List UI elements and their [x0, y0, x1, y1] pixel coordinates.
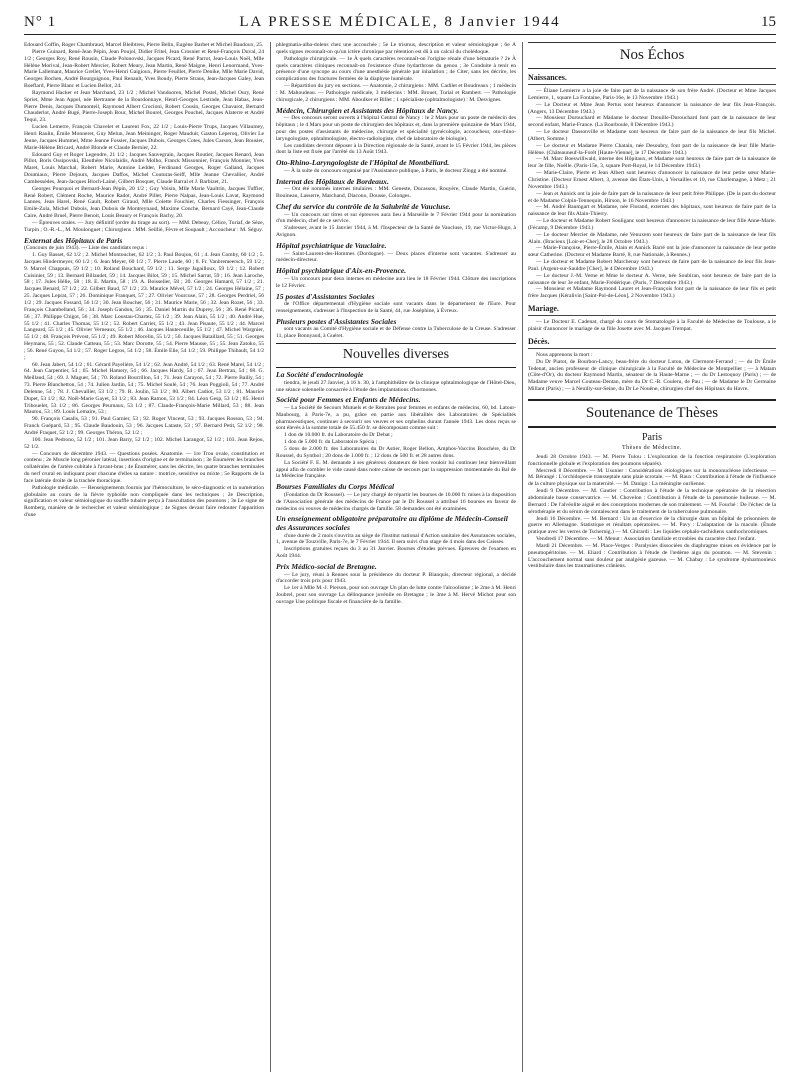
- paragraph: Lucien Lemerre, François Chavelet et Laurent Fox, 22 1/2 ; Louis-Pierre Trups, Jacques Villaumey, Henri Raulin, Émile Monneret, Guy Melun, Jean Meininger, Roger Mauduit, Gaston Leperoq, Olivier Le Jeune, Jacques Hummel, Mme Jeanne Fossier, Jacques Dubois, Georges Cotes, Jules Carson, Jean Bousier, Marie-Hélène Bricard, André Blonde et Claude Bernier, 22.: [24, 124, 264, 151]
- paragraph: (Fondation du Dr Roussel). — Le jury chargé de répartir les bourses de 10.000 fr. mises à la disposition de l'Association générale des médecins de France par le Dr Roussel a attribué 16 bourses en faveur de médecins ou veuves de médecins chargés de famille. 58 demandes ont été examinées.: [276, 491, 516, 512]
- announcement: — Le docteur et Madame Robert Marchenay sont heureux de faire part de la naissance de leur fils Jean-Paul. (Argent-sur-Sauldre [Cher], le 4 Décembre 1943.): [528, 259, 776, 272]
- section-heading: Médecin, Chirurgien et Assistants des Hôpitaux de Nancy.: [276, 105, 459, 115]
- thesis-entry: Jeudi 9 Décembre. — M. Gautier : Contribution à l'étude de la technique opératoire de la résection abdominale basse conservatrice. — M. Chovelon : Contribution à l'étude de la pneumonie huileuse. — M. Bernard : De l'alvéolite aiguë et des conceptions modernes de son traitement. — M. Fouché : De l'échec de la sérothérapie et du sérum de contalescent dans le traitement de la tuberculose pulmonaire.: [528, 488, 776, 515]
- thesis-entry: Jeudi 16 Décembre. — M. Bernard : Un an d'exercice de la chirurgie dans un hôpital de prisonniers de guerre en Allemagne. Statistique et résultats opératoires. — M. Pavy : L'adaptation de la macule. (Étude pratique avec les verres de Tschernig.) — M. Ghirardi : Les liquides céphalo-rachidiens xanthochromiques.: [528, 515, 776, 536]
- announcement: — Le docteur Dassonville et Madame sont heureux de faire part de la naissance de leur fils Michel. (Albert, Somme.): [528, 129, 776, 142]
- announcement: Nous apprenons la mort :: [536, 351, 593, 358]
- subsection-heading: Mariage.: [528, 304, 559, 314]
- page-number: 15: [761, 14, 776, 30]
- subsection-heading: Thèses de Médecine.: [622, 444, 682, 451]
- section-heading: Internat des Hôpitaux de Bordeaux.: [276, 176, 389, 186]
- paragraph: — Épreuves orales. — Jury définitif (ordre du tirage au sort). — MM. Debeay, Célice, Turiaf, de Sèze, Turpin ; O.-R.-L., M. Moulonguet ; Chirurgiens : MM. Seillié, Fèvre et Soupault ; Accoucheur : M. Séguy.: [24, 219, 264, 233]
- announcement: — M. André Baumgart et Madame, née Florand, externes des hôpitaux, sont heureux de faire part de la naissance de leur fils Alain-Thierry.: [528, 204, 776, 218]
- announcement: — Jean et Annick ont la joie de faire part de la naissance de leur petit frère Philippe. (De la part du docteur et de Madame Colpin-Tennequin, Hirson, le 16 Novembre 1943.): [528, 190, 776, 204]
- paragraph: Pathologie médicale. — Renseignements fournis par l'hémoculture, le séro-diagnostic et la numération globulaire au cours de la fièvre typhoïde non compliquée dans les techniques ; 2e Description, signification et valeur sémiologique du souffle tubaire perçu à l'auscultation des poumons ; 3e Le signe de Romberg, manière de le rechercher et valeur sémiologique ; 4e Signes devant faire redouter l'apparition d'une: [24, 484, 264, 519]
- city-heading: Paris: [642, 431, 662, 443]
- section-heading: Oto-Rhino-Laryngologiste de l'Hôpital de Montbéliard.: [276, 158, 450, 168]
- list-item: 1 don de 5.000 fr. du Laboratoire Spécia ;: [284, 439, 378, 446]
- paragraph: Pathologie chirurgicale. — 1e À quels caractères reconnaît-on l'origine rénale d'une hématurie ? 2e À quels caractères cliniques reconnaît-on l'existence d'une hydarthrose du genou ; 3e Conduite à tenir en présence d'une syncope au cours d'une anesthésie générale par inhalation ; 4e Citer, sans les décrire, les complications des fractures fermées de la diaphyse humérale.: [276, 55, 516, 83]
- subsection-heading: Naissances.: [528, 73, 567, 82]
- theses-header: [528, 399, 776, 428]
- thesis-entry: Vendredi 17 Décembre. — M. Menut : Association familiale et troubles du caractère chez l'enfant.: [536, 536, 756, 543]
- subsection-heading: Décès.: [528, 336, 550, 346]
- paragraph: 60. Jean Jabert, 54 1/2 ; 61. Gérard Payelière, 54 1/2 ; 62. Jean André, 54 1/2 ; 63. René Marel, 54 1/2 ; 64. Jean Carpentier, 54 ; 65. Michel Hamery, 54 ; 66. Jacques Hardy, 54 ; 67. Jean Bertran, 54 ; 68. G. Meillaud, 54 ; 69. J. Maguer, 54 ; 70. Roland Bourrillon, 54 ; 71. Jean Carayon, 54 ; 72. Pierre Bailly, 54 ; 73. Pierre Blanchetton, 54 ; 74. Julien Jardin, 54 ; 75. Michel Soulé, 54 ; 76. Jean Poggioli, 54 ; 77. André Delenne, 54 ; 78. J. Chevallier, 53 1/2 ; 79. R. Joulin, 53 1/2 ; 80. Albert Cadiot, 53 1/2 ; 81. Maurice Dupet, 53 1/2 ; 82. Noël-Marie Gayet, 53 1/2 ; 83. Jean Ramon, 53 1/2 ; 84. Léon Gesp, 53 1/2 ; 85. Henri Tribouelet, 53 1/2 ; 86. Georges Peurnaux, 53 1/2 ; 87. Claude-François-Marie Millard, 53 ; 88. Jean Mautou, 53 ; 89. Louis Lemaire, 53 ;: [24, 361, 264, 416]
- paragraph: 100. Jean Pedrono, 52 1/2 ; 101. Jean Barry, 52 1/2 ; 102. Michel Larangot, 52 1/2 ; 103. Jean Rejou, 52 1/2.: [24, 436, 264, 450]
- announcement: — Le Docteur E. Cadenat, chargé du cours de Stomatologie à la Faculté de Médecine de Toulouse, a le plaisir d'annoncer le mariage de sa fille Josette avec M. Jacques Trempat.: [528, 319, 776, 332]
- paragraph: — Ont été nommés internes titulaires : MM. Geneste, Ducassou, Rouyère, Claude Martin, Guérin, Bouineau, Lasserre, Marchand, Diacono, Dousse, Colonges.: [276, 186, 516, 200]
- paragraph: S'adresser, avant le 15 Janvier 1944, à M. l'Inspecteur de la Santé de Vaucluse, 19, rue Victor-Hugo, à Avignon.: [276, 225, 516, 239]
- section-heading: Société pour Femmes et Enfants de Médecins.: [276, 395, 421, 405]
- echos-header: [528, 42, 776, 69]
- section-title-theses: Soutenance de Thèses: [585, 404, 719, 421]
- paragraph: (Concours de juin 1943). — Liste des candidats reçus :: [24, 245, 148, 252]
- divider: [528, 348, 776, 349]
- column-divider: [522, 42, 523, 1072]
- column-1: [24, 42, 264, 1072]
- paragraph: de l'Office départemental d'Hygiène sociale sont vacants dans le département de l'Eure. Pour renseignements, s'adresser à l'Inspection de la Santé, 44, rue Joséphine, à Évreux.: [276, 301, 516, 314]
- section-heading: La Société d'endocrinologie: [276, 370, 364, 380]
- announcement: — Le Docteur et Mme Jean Pertus sont heureux d'annoncer la naissance de leur fils Jean-François. (Angers, 13 Décembre 1943.): [528, 101, 776, 115]
- divider: [528, 84, 776, 85]
- section-rule: [276, 343, 516, 344]
- paragraph: — Un concours pour deux internes en médecine aura lieu le 18 Février 1944. Clôture des inscriptions le 12 Février.: [276, 275, 516, 289]
- paragraph: — À la suite du concours organisé par l'Assistance publique, à Paris, le docteur Zingg a été nommé.: [284, 167, 508, 174]
- paragraph: — La Société de Secours Mutuels et de Retraites pour femmes et enfants de médecins, 60, bd. Latour-Maubourg, à Paris-7e, a pu, grâce en partie aux libéralités des Laboratoires de Spécialités pharmaceutiques, continuer à secourir ses veuves et ses orphelins durant l'année 1943. Les dons reçus se sont élevés à la somme totale de 55.450 fr. se décomposant comme suit :: [276, 404, 516, 432]
- announcement: — Marie-Claire, Pierre et Jean Albert sont heureux d'annoncer la naissance de leur petite sœur Marie-Christine. (Docteur Ernest Albert, 3, avenue des États-Unis, à Versailles et 10, rue Charlemagne, à Metz ; 21 Novembre 1943.): [528, 170, 776, 190]
- announcement: — M. Marc Boeswillwald, interne des Hôpitaux, et Madame sont heureux de faire part de la naissance de leur 3e fille, Noëlle. (Paris-15e, 3, square Port-Royal, le 14 Décembre 1943.): [528, 156, 776, 170]
- thesis-entry: Mercredi 8 Décembre. — M. Usunier : Considérations étiologiques sur la mononucléose infectieuse. — M. Bérangé : L'orchidopexie transseptale sans plaie scrotale. — M. Raux : Contribution à l'étude de l'influence de la culture physique sur la maternité. — M. Danigo : La méningite ourlienne.: [528, 467, 776, 488]
- section-title-nouvelles: Nouvelles diverses: [342, 347, 450, 363]
- paragraph: Edouard Guy et Roger Legendre, 21 1/2 ; Jacques Sauvegrain, Jacques Routier, Jacques Renard, Jean Pillot, Boris Ossipovski, Eleuthère Nicolaidis, André Molho, Franck Missonnier, François Monnier, Yves Maret, Louis Marchal, Robert Marie, Antoine Ledder, Ferdinand Georges, Roger Galland, Jacques Doumiaux, Pierre Dejours, Jacques Daffos, Michel Couturas-Seiff, Mlle Jeanne Chevallier, André Cambessèdes, Jean-Jacques Bloch-Lainé, Gilbert Bosquet, Claude Barral et J. Barbizet, 21.: [24, 151, 264, 185]
- list-item: 1 don de 10.000 fr. du Laboratoire du Dr Debat ;: [284, 432, 393, 439]
- paragraph: — Concours de décembre 1943. — Questions posées. Anatomie. — 1re Trou ovale, constitution et contenu ; 2e Muscle long péronier latéral, insertions d'origine et de terminaison ; 3e Énumérer les branches collatérales de l'artère cubitale à l'avant-bras ; 4e Énumérer, sans les décrire, les quatre branches terminales du nerf crural en indiquant pour chacune d'elles sa nature : motrice, sensitive ou mixte ; 5e Rapports de la face latérale droite de la trachée thoracique.: [24, 450, 264, 484]
- paragraph: Le 1er à Mlle M.-J. Pierson, pour son ouvrage Un plan de lutte contre l'alcoolisme ; le 2me à M. Henri Joubrel, pour son ouvrage La délinquance juvénile en Bretagne ; le 3me à M. Hervé Michot pour son ouvrage Une politique fiscale et financière de la famille.: [276, 585, 516, 605]
- header-rule: [24, 34, 776, 35]
- paragraph: — Le jury, réuni à Rennes sous la présidence du docteur P. Bianquis, directeur régional, a décidé d'accorder trois prix pour 1943.: [276, 571, 516, 585]
- section-heading: Hôpital psychiatrique d'Aix-en-Provence.: [276, 266, 407, 276]
- section-heading: Externat des Hôpitaux de Paris: [24, 235, 123, 245]
- announcement: — Éliane Lemierre a la joie de faire part de la naissance de son frère André. (Docteur et Mme Jacques Lemierre, 1, square La Fontaine, Paris-16e, le 13 Novembre 1943.): [528, 88, 776, 101]
- announcement: — Monsieur et Madame Raymond Lauret et Jean-François font part de la naissance de leur fils et petit frère Jacques (Kéralivin [Saint-Pol-de-Léon], 2 Novembre 1943.): [528, 286, 776, 300]
- announcement: — Monsieur Durouchard et Madame le docteur Dreuille-Durouchard font part de la naissance de leur second enfant, Marie-France. (La Bourboule, 8 Décembre 1943.): [528, 115, 776, 129]
- thesis-entry: Jeudi 28 Octobre 1943. — M. Pierre Tulou : L'exploration de la fonction respiratoire (L'exploration fonctionnelle globale et l'exploration des poumons séparés).: [528, 453, 776, 467]
- section-heading: Un enseignement obligatoire préparatoire au diplôme de Médecin-Conseil des Assurances sociales: [276, 514, 508, 532]
- paragraph: Georges Pourquoi et Bernard-Jean Pépin, 20 1/2 ; Guy Voisin, Mlle Marie Vaultrin, Jacques Tuffier, René Robert, Clément Roche, Maurice Radot, André Pillet, Pierre Nalpas, Jean-Louis Lavat, Raymond Lannes, Jean Harel, René Gault, Robert Giraud, Mlle Colette Fouchier, Charles Fiessinger, François Emile-Zola, Michel Dubois, Jean Dubois de Montreynaud, Maxime Conche, Bernard Cayé, Jean-Claude Caire, André Bruel, Pierre Benoit, Louis Beaury et François Bachy, 20.: [24, 185, 264, 220]
- paragraph: Raymond Hacker et Jean Marchand, 23 1/2 ; Michel Vandooren, Michel Postel, Michel Oury, René Spriet, Mme Jean Appel, née Bertranne de la Bourdonnaye, Henri-Georges Lestrade, Jean Habas, Jean-Pierre Denis, Jacques Dumonteil, Raymond Albert Crocioni, Robert Cousin, Georges Chavarot, Bernard Chauderlot, André Bugé, Pierre-Joseph Bour, Michel Bourel, Georges Pouchel, Jacques Alaterre et André Tequi, 23.: [24, 89, 264, 124]
- paragraph: tiendra, le jeudi 27 Janvier, à 16 h. 30, à l'amphithéâtre de la clinique ophtalmologique de l'Hôtel-Dieu, une séance solennelle consacrée à l'étude des implantations d'hormones.: [276, 379, 516, 393]
- paragraph: Edouard Coffin, Roger Chambraud, Marcel Bleibtreu, Pierre Belin, Eugène Barbet et Michel Baudoux, 25.: [24, 42, 264, 48]
- paragraph: phlegmatia-alba-dolens chez une accouchée ; 5e Le trismus, description et valeur sémiologique ; 6e À quels signes reconnaît-on qu'un ictère chronique par rétention est dû à un calcul du cholédoque.: [276, 42, 516, 55]
- paragraph: — Répartition du jury en sections. — Anatomie, 2 chirurgiens : MM. Cadilet et Boudreaux ; 1 médecin : M. Mahoudeau. — Pathologie médicale, 3 médecins : MM. Brouet, Turial et Rambert. — Pathologie chirurgicale, 2 chirurgiens : MM. Aboulker et Billet ; 1 spécialiste (ophtalmologiste) : M. Desvignes.: [276, 83, 516, 103]
- paragraph: — Un concours sur titres et sur épreuves aura lieu à Marseille le 7 Février 1944 pour la nomination d'un médecin, chef de ce service.: [276, 211, 516, 225]
- section-heading: Prix Médico-social de Bretagne.: [276, 561, 377, 571]
- section-title-echos: Nos Échos: [619, 47, 685, 63]
- journal-title: LA PRESSE MÉDICALE, 8 Janvier 1944: [239, 14, 561, 30]
- announcement: — Le docteur et Madame Robert Souliganc sont heureux d'annoncer la naissance de leur fille Anne-Marie. (Fécamp, 9 Décembre 1943.): [528, 218, 776, 231]
- section-rule: [276, 367, 516, 368]
- paragraph: d'une durée de 2 mois s'ouvrira au siège de l'Institut national d'Action sanitaire des Assurances sociales, 1, avenue de Touzville, Paris-7e, le 7 Février 1944. Il sera suivi d'un stage de 4 mois dans des Caisses.: [276, 532, 516, 546]
- issue-number: N° 1: [24, 14, 57, 30]
- list-item: 5 dons de 2.000 fr. des Laboratoires du Dr Astier, Roger Bellon, Amphos-Vaccins Bouchère, du Dr Roussel, du Synthol ; 20 dons de 1.000 fr. ; 12 dons de 500 fr. et 28 autres dons.: [276, 446, 516, 459]
- page-header: [24, 14, 776, 36]
- announcement: Du Dr Piatot, de Bourbon-Lancy, beau-frère du docteur Luton, de Clermont-Ferrand ; — du Dr Émile Tedenat, ancien professeur de clinique chirurgicale à la Faculté de Médecine de Montpellier ; — à Matam (Côte-d'Or), du docteur Raymond Martin, sénateur de la Haute-Marne ; — du Dr Lestoquoy (Paris) ; — de Madame veuve Marcel Couteau-Dentan, mère du Dr C.-B. Couleru, de Pau ; — de Madame le Dr Germaine Millant (Paris) ; — à Neuilly-sur-Seine, du Dr Le Nouëne, chirurgien chef des Hôpitaux du Havre.: [528, 358, 776, 393]
- announcement: — Le docteur Mercier de Madame, née Venuxem sont heureux de faire part de la naissance de leur fils Alain. (Bracieux [Loir-et-Cher], le 28 Octobre 1943.): [528, 231, 776, 245]
- column-divider: [270, 42, 271, 1072]
- section-heading: Chef du service du contrôle de la Salubrité de Vaucluse.: [276, 201, 451, 211]
- thesis-entry: Mardi 21 Décembre. — M. Place-Verges : Paralysies dissociées du diaphragme mises en évidence par le pneumopéritoine. — M. Eliard : Contribution à l'étude de l'œdème aigu du poumon. — M. Stevenin : L'accouchement normal sans douleur par analgésie gazeuse. — M. Chabay : Le syndrome dysharmonieux vestibulaire dans les traumatismes crâniens.: [528, 542, 776, 570]
- divider: [528, 315, 776, 316]
- announcement: — Le docteur et Madame Pierre Chatain, née Desoubry, font part de la naissance de leur fille Marie-Hélène. (Châteauneuf-la-Forêt [Haute-Vienne], le 17 Décembre 1943.): [528, 142, 776, 156]
- paragraph: — Des concours seront ouverts à l'hôpital Central de Nancy : le 2 Mars pour un poste de médecin des hôpitaux ; le 4 Mars pour un poste de chirurgien des hôpitaux et, dans la première quinzaine de Mars 1944, pour des postes d'assistants de médecine, chirurgie et spécialité (gynécologie, accoucheur, oto-rhino-laryngologiste, ophtalmologiste, électro-radiologiste, chef de laboratoire de biologie).: [276, 115, 516, 142]
- section-heading: 15 postes d'Assistantes Sociales: [276, 291, 375, 301]
- paragraph: sont vacants au Comité d'Hygiène sociale et de Défense contre la Tuberculose de la Creuse. S'adresser 11, place Bonnyaud, à Guéret.: [276, 326, 516, 340]
- paragraph: 90. François Casalis, 53 ; 91. Paul Garnier, 53 ; 92. Roger Vincent, 53 ; 93. Jacques Rosson, 53 ; 94. Franck Guépard, 53 ; 95. Claude Baudouin, 53 ; 96. Jacques Lataste, 53 ; 97. Bernard Petit, 52 1/2 ; 98. André Fraquet, 52 1/2 ; 99. Georges Théron, 52 1/2 ;: [24, 416, 264, 436]
- paragraph: Les candidats devront déposer à la Direction régionale de la Santé, avant le 15 Février 1944, les pièces dont la liste est fixée par l'arrêté du 13 Août 1943.: [276, 142, 516, 156]
- section-heading: Hôpital psychiatrique de Vauclaire.: [276, 240, 387, 250]
- column-2: [276, 42, 516, 1072]
- announcement: — Marie-Françoise, Pierre-Émile, Alain et Annick Barré ont la joie d'annoncer la naissance de leur petite sœur Catherine. (Docteur et Madame Barré, 8, rue Nationale, à Rennes.): [528, 245, 776, 259]
- announcement: — Le docteur J.-M. Verne et Mme le docteur A. Verne, née Soubiran, sont heureux de faire part de la naissance de leur 3e enfant, Marie-Frédérique. (Paris, 7 Décembre 1943.): [528, 272, 776, 286]
- section-heading: Plusieurs postes d'Assistantes Sociales: [276, 316, 397, 326]
- paragraph: La Société F. E. M. demande à ses généreux donateurs de bien vouloir lui continuer leur bienveillant appui afin de combler le vide causé dans notre caisse de secours par la suppression momentanée du Bal de la Médecine française.: [276, 459, 516, 480]
- paragraph: 1. Guy Basset, 62 1/2 ; 2. Michel Montouchet, 62 1/2 ; 3. Paul Boujon, 61 ; 4. Jean Comby, 60 1/2 ; 5. Jacques Hindermeyer, 60 1/2 ; 6. Jean Meyer, 60 1/2 ; 7. Pierre Laude, 60 ; 8. Fr. Vanbremeersch, 59 1/2 ; 9. Marcel Chappuis, 59 1/2 ; 10. Roland Bouchard, 59 1/2 ; 11. Serge Jagailloux, 59 1/2 ; 12. Robert Cuisinier, 59 ; 13. Bernard Billaudet, 59 ; 14. Jacques Bilot, 59 ; 15. Michel Sarrat, 59 ; 16. Jean Laroche, 58 ; 17. Jules Hélie, 58 ; 18. E. Martin, 58 ; 19. A. Boisselier, 58 ; 20. Georges Hamard, 57 1/2 ; 21. Jacques Benard, 57 1/2 ; 22. Gilbert Baud, 57 1/2 ; 23. Maurice Mével, 57 1/2 ; 24. Georges Hélaine, 57 ; 25. Jacques Leprat, 57 ; 26. Dominique Franquet, 57 ; 27. Olivier Vourcuse, 57 ; 28. Georges Perdriel, 56 1/2 ; 29. Jacques Fossard, 56 1/2 ; 30. Jean Boucher, 56 ; 31. Maurice Marie, 56 ; 32. Jean Rozet, 56 ; 33. François Chambelland, 56 ; 34. Joseph Gandon, 56 ; 35. Daniel Martin du Duprey, 56 ; 36. René Picard, 56 ; 37. Philippe Chigot, 56 ; 38. Marc Loustau-Chartez, 55 1/2 ; 39. Jean Alain, 55 1/2 ; 40. André Hue, 55 1/2 ; 41. Charles Thomas, 55 1/2 ; 52. Robert Carrier, 55 1/2 ; 43. Jean Pisaute, 55 1/2 ; 44. Marcel Langeard, 55 1/2 ; 45. Olivier Verneaux, 55 1/2 ; 46. Jacques Hauteceuille, 55 1/2 ; 47. Michel Wargnier, 55 1/2 ; 48. François Prévost, 55 1/2 ; 49. Robert Mocelin, 55 1/2 ; 50. Jacques Bataillard, 55 ; 51. Georges Heymans, 55 ; 52. Claude Catteau, 55 ; 53. Marc Dorotte, 55 ; 54. Pierre Mausse, 55 ; 55. Jean Zatoko, 55 ; 56. René Guyon, 54 1/2 ; 57. Roger Legros, 54 1/2 ; 58. Émile Elie, 54 1/2 ; 59. Philippe Thibault, 54 1/2 ;: [24, 252, 264, 361]
- column-3: [528, 42, 776, 1072]
- paragraph: Pierre Guinard, René-Jean Pépin, Jean Poujol, Didier Fritel, Jean Crosnier et René-François Duval, 24 1/2 ; Georges Roy, René Rousin, Claude Polonovski, Jacques Picard, René Parrot, Jean-Louis Noël, Mlle Hélène Morival, Jean-Robert Mercier, Robert Meary, Jean Martin, René Maigne, Henri Lenormand, Yves-Marie Lallemant, Maurice Grellet, Yves-Henri Gaigioux, Pierre Feuillet, Pierre Denike, Mlle Marie David, Georges Bochen, André Bourguignon, Paul Renault, Yves Boudy, Pierre Straus, Jean-Jacques Galey, Jean Boeflard, Pierre Blanc et Lucien Bellot, 24.: [24, 48, 264, 90]
- paragraph: — Saint-Laurent-des-Hommes (Dordogne). — Deux places d'interne sont vacantes. S'adresser au médecin-directeur.: [276, 250, 516, 264]
- paragraph: Inscriptions gratuites reçues du 3 au 31 Janvier. Bourses d'études prévues. Épreuves de l'examen en Août 1944.: [276, 546, 516, 560]
- section-heading: Bourses Familiales du Corps Médical: [276, 482, 395, 492]
